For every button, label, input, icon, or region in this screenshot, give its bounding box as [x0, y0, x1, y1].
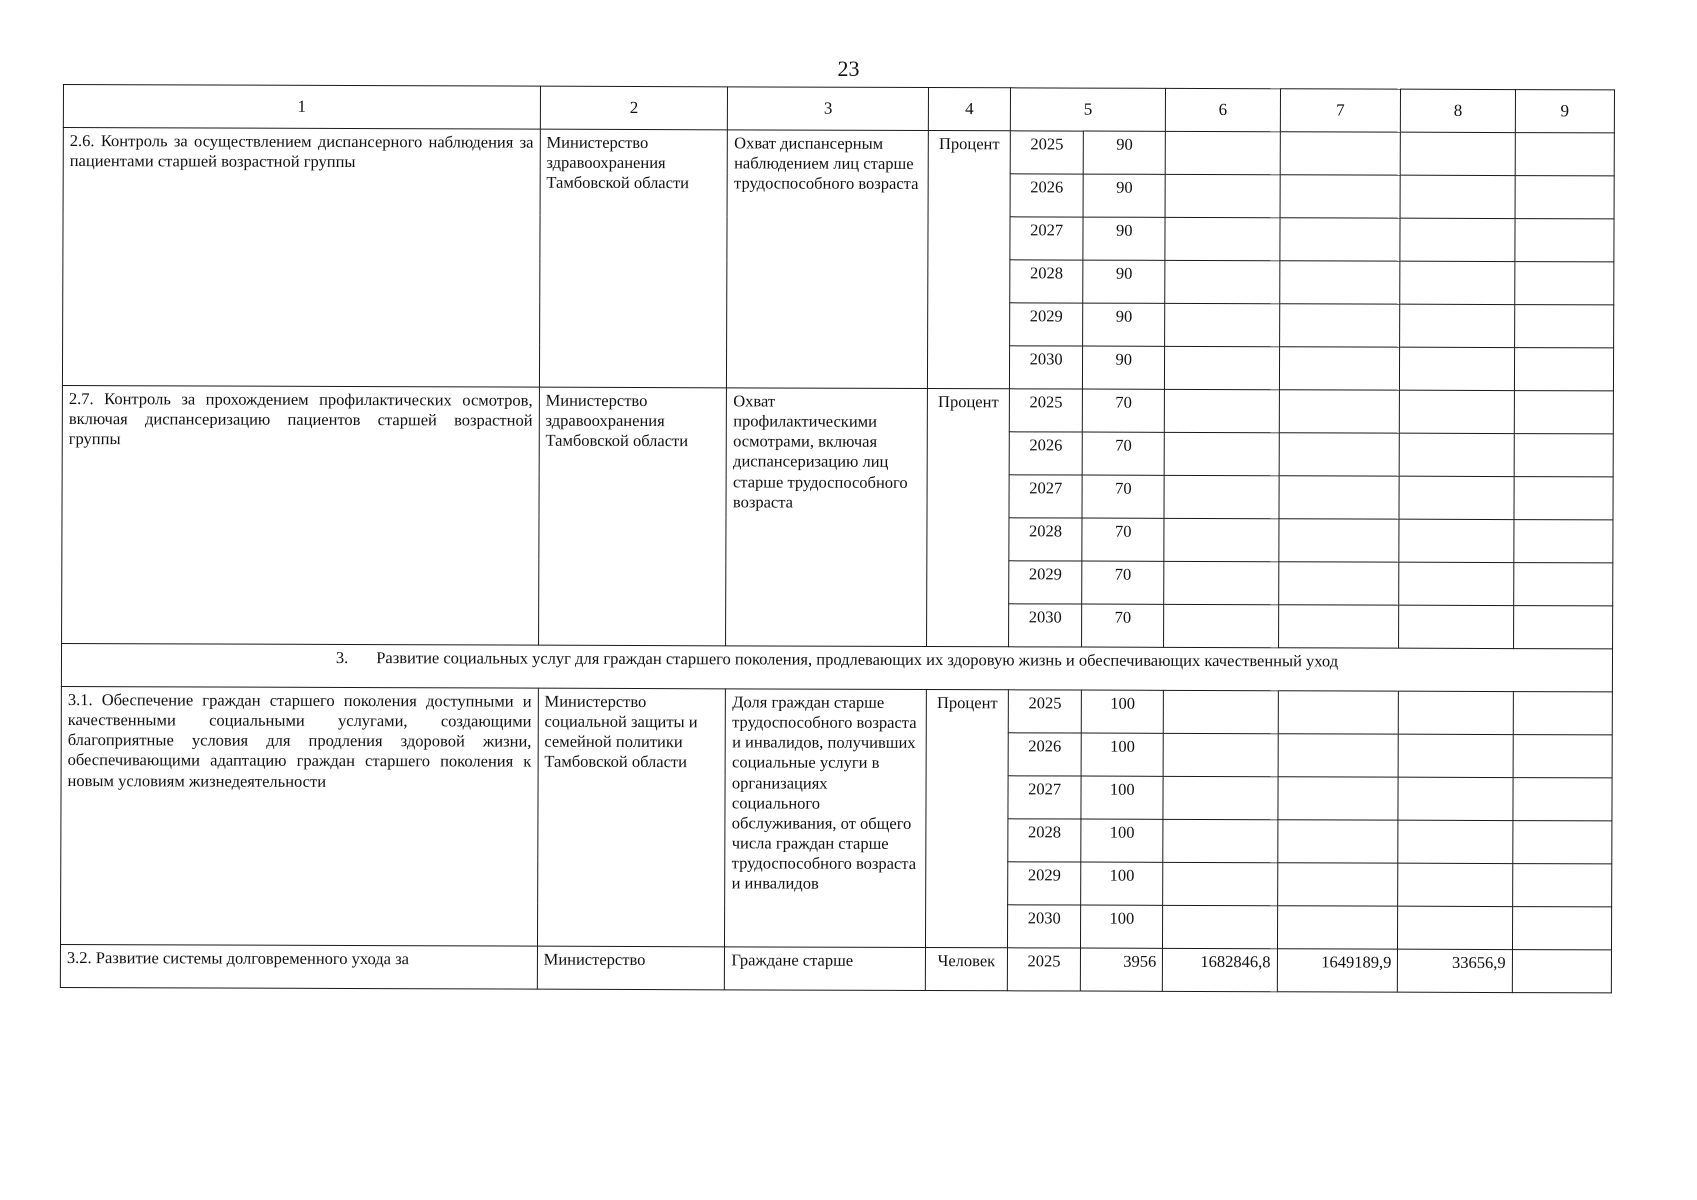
year-cell: 2027 [1010, 217, 1083, 260]
value-cell: 100 [1081, 862, 1163, 905]
empty-cell [1279, 218, 1400, 261]
value-cell: 100 [1082, 690, 1164, 733]
measure-cell: 3.1. Обеспечение граждан старшего поколения доступными и качественными социальными услугами, создающими благоприятные условия для продления здоровой жизни, обеспечивающими адаптацию граждан старшего поколения к новым условиям жизнедеятельности [60, 686, 538, 946]
unit-cell: Человек [925, 948, 1007, 991]
empty-cell [1514, 305, 1613, 348]
empty-cell [1164, 475, 1278, 518]
empty-cell [1398, 906, 1512, 949]
empty-cell [1398, 777, 1512, 820]
column-header: 1 [63, 85, 540, 130]
empty-cell [1514, 434, 1613, 477]
empty-cell [1165, 303, 1279, 346]
empty-cell [1513, 563, 1612, 606]
column-header: 9 [1515, 90, 1614, 133]
empty-cell [1399, 562, 1513, 605]
column-header: 7 [1280, 89, 1401, 132]
column-header: 2 [540, 86, 728, 130]
year-cell: 2026 [1009, 432, 1082, 475]
empty-cell [1279, 390, 1400, 433]
empty-cell [1513, 735, 1612, 778]
empty-cell [1277, 820, 1398, 863]
empty-cell [1165, 260, 1279, 303]
year-cell: 2030 [1007, 905, 1080, 948]
empty-cell [1400, 218, 1514, 261]
column-header: 4 [928, 88, 1010, 131]
empty-cell [1277, 906, 1398, 949]
empty-cell [1399, 691, 1513, 734]
empty-cell [1513, 692, 1612, 735]
responsible-cell: Министерство здравоохранения Тамбовской области [539, 129, 728, 388]
indicator-cell: Доля граждан старше трудоспособного возраста и инвалидов, получивших социальные услуги в организациях социального обслуживания, от общего числа граждан старше трудоспособного возраста и инвалидов [725, 689, 927, 948]
value-cell: 90 [1083, 346, 1165, 389]
empty-cell [1400, 347, 1514, 390]
value-cell: 90 [1083, 260, 1165, 303]
empty-cell [1514, 391, 1613, 434]
value-cell: 70 [1082, 518, 1164, 561]
empty-cell [1280, 132, 1401, 175]
empty-cell [1277, 863, 1398, 906]
year-cell: 2028 [1010, 260, 1083, 303]
empty-cell [1164, 561, 1278, 604]
empty-cell [1400, 261, 1514, 304]
value-cell: 90 [1083, 217, 1165, 260]
value-cell: 90 [1083, 174, 1165, 217]
empty-cell [1165, 346, 1279, 389]
empty-cell [1280, 175, 1401, 218]
empty-cell [1278, 691, 1399, 734]
empty-cell [1512, 864, 1611, 907]
empty-cell [1401, 132, 1515, 175]
value-cell: 3956 [1081, 948, 1163, 991]
value-cell: 70 [1082, 475, 1164, 518]
value-cell: 100 [1081, 819, 1163, 862]
year-cell: 2025 [1010, 131, 1083, 174]
empty-cell [1163, 776, 1277, 819]
measure-cell: 2.6. Контроль за осуществлением диспансерного наблюдения за пациентами старшей возрастной группы [62, 128, 540, 388]
unit-cell: Процент [927, 389, 1010, 647]
responsible-cell: Министерство [537, 946, 725, 990]
empty-cell [1398, 734, 1512, 777]
empty-cell [1164, 518, 1278, 561]
empty-cell [1512, 907, 1611, 950]
empty-cell [1399, 605, 1513, 648]
amount-cell: 1682846,8 [1163, 948, 1277, 991]
empty-cell [1400, 433, 1514, 476]
empty-cell [1398, 863, 1512, 906]
empty-cell [1278, 734, 1399, 777]
indicator-cell: Охват диспансерным наблюдением лиц старше трудоспособного возраста [727, 130, 929, 389]
value-cell: 70 [1082, 432, 1164, 475]
year-cell: 2027 [1009, 475, 1082, 518]
value-cell: 90 [1083, 131, 1165, 174]
value-cell: 100 [1081, 733, 1163, 776]
year-cell: 2026 [1010, 174, 1083, 217]
year-cell: 2025 [1008, 690, 1081, 733]
empty-cell [1514, 520, 1613, 563]
year-cell: 2028 [1008, 819, 1081, 862]
empty-cell [1165, 174, 1279, 217]
year-cell: 2028 [1009, 518, 1082, 561]
section-title: Развитие социальных услуг для граждан старшего поколения, продлевающих их здоровую жизнь и обеспечивающих качественный уход [376, 648, 1339, 671]
column-header: 5 [1010, 88, 1165, 132]
value-cell: 70 [1082, 561, 1164, 604]
year-cell: 2029 [1009, 561, 1082, 604]
empty-cell [1164, 432, 1278, 475]
empty-cell [1513, 606, 1612, 649]
empty-cell [1512, 950, 1611, 993]
column-header: 6 [1166, 88, 1280, 131]
value-cell: 70 [1082, 604, 1164, 647]
empty-cell [1399, 476, 1513, 519]
section-row [61, 643, 1612, 691]
empty-cell [1278, 605, 1399, 648]
empty-cell [1278, 777, 1399, 820]
empty-cell [1165, 131, 1279, 174]
empty-cell [1278, 519, 1399, 562]
year-cell: 2030 [1009, 346, 1082, 389]
empty-cell [1514, 262, 1613, 305]
empty-cell [1279, 304, 1400, 347]
section-number: 3. [335, 647, 349, 667]
empty-cell [1164, 690, 1278, 733]
empty-cell [1399, 519, 1513, 562]
measure-cell: 3.2. Развитие системы долговременного ухода за [60, 944, 537, 989]
value-cell: 100 [1081, 905, 1163, 948]
empty-cell [1514, 477, 1613, 520]
empty-cell [1163, 862, 1277, 905]
column-header: 3 [728, 87, 929, 131]
empty-cell [1513, 821, 1612, 864]
year-cell: 2025 [1007, 948, 1080, 991]
measure-cell: 2.7. Контроль за прохождением профилактических осмотров, включая диспансеризацию пациентов старшей возрастной группы [62, 385, 540, 645]
empty-cell [1513, 778, 1612, 821]
section-title-cell [61, 643, 1612, 691]
empty-cell [1163, 819, 1277, 862]
year-cell: 2029 [1008, 862, 1081, 905]
responsible-cell: Министерство здравоохранения Тамбовской области [538, 387, 727, 646]
year-cell: 2029 [1010, 303, 1083, 346]
empty-cell [1164, 604, 1278, 647]
empty-cell [1400, 304, 1514, 347]
empty-cell [1398, 820, 1512, 863]
empty-cell [1279, 476, 1400, 519]
indicator-cell: Граждане старше [725, 947, 926, 991]
indicator-cell: Охват профилактическими осмотрами, включая диспансеризацию лиц старше трудоспособного возраста [726, 388, 928, 647]
table-header-row [63, 85, 1614, 133]
unit-cell: Процент [925, 690, 1008, 948]
indicators-table [60, 84, 1615, 993]
amount-cell: 1649189,9 [1277, 949, 1398, 992]
year-cell: 2030 [1009, 604, 1082, 647]
table-row [60, 944, 1611, 992]
table-row [63, 128, 1614, 176]
empty-cell [1163, 905, 1277, 948]
empty-cell [1163, 733, 1277, 776]
amount-cell: 33656,9 [1398, 949, 1512, 992]
empty-cell [1515, 219, 1614, 262]
year-cell: 2026 [1008, 733, 1081, 776]
empty-cell [1400, 390, 1514, 433]
value-cell: 100 [1081, 776, 1163, 819]
empty-cell [1278, 562, 1399, 605]
page-number: 23 [837, 56, 860, 81]
empty-cell [1165, 389, 1279, 432]
year-cell: 2025 [1009, 389, 1082, 432]
empty-cell [1515, 176, 1614, 219]
empty-cell [1514, 348, 1613, 391]
year-cell: 2027 [1008, 776, 1081, 819]
responsible-cell: Министерство социальной защиты и семейной политики Тамбовской области [537, 688, 726, 947]
empty-cell [1400, 175, 1514, 218]
empty-cell [1279, 433, 1400, 476]
empty-cell [1279, 261, 1400, 304]
unit-cell: Процент [927, 131, 1010, 389]
value-cell: 90 [1083, 303, 1165, 346]
column-header: 8 [1401, 89, 1515, 132]
table-row [62, 385, 1613, 433]
empty-cell [1515, 133, 1614, 176]
empty-cell [1279, 347, 1400, 390]
table-row [61, 686, 1612, 734]
empty-cell [1165, 217, 1279, 260]
value-cell: 70 [1083, 389, 1165, 432]
